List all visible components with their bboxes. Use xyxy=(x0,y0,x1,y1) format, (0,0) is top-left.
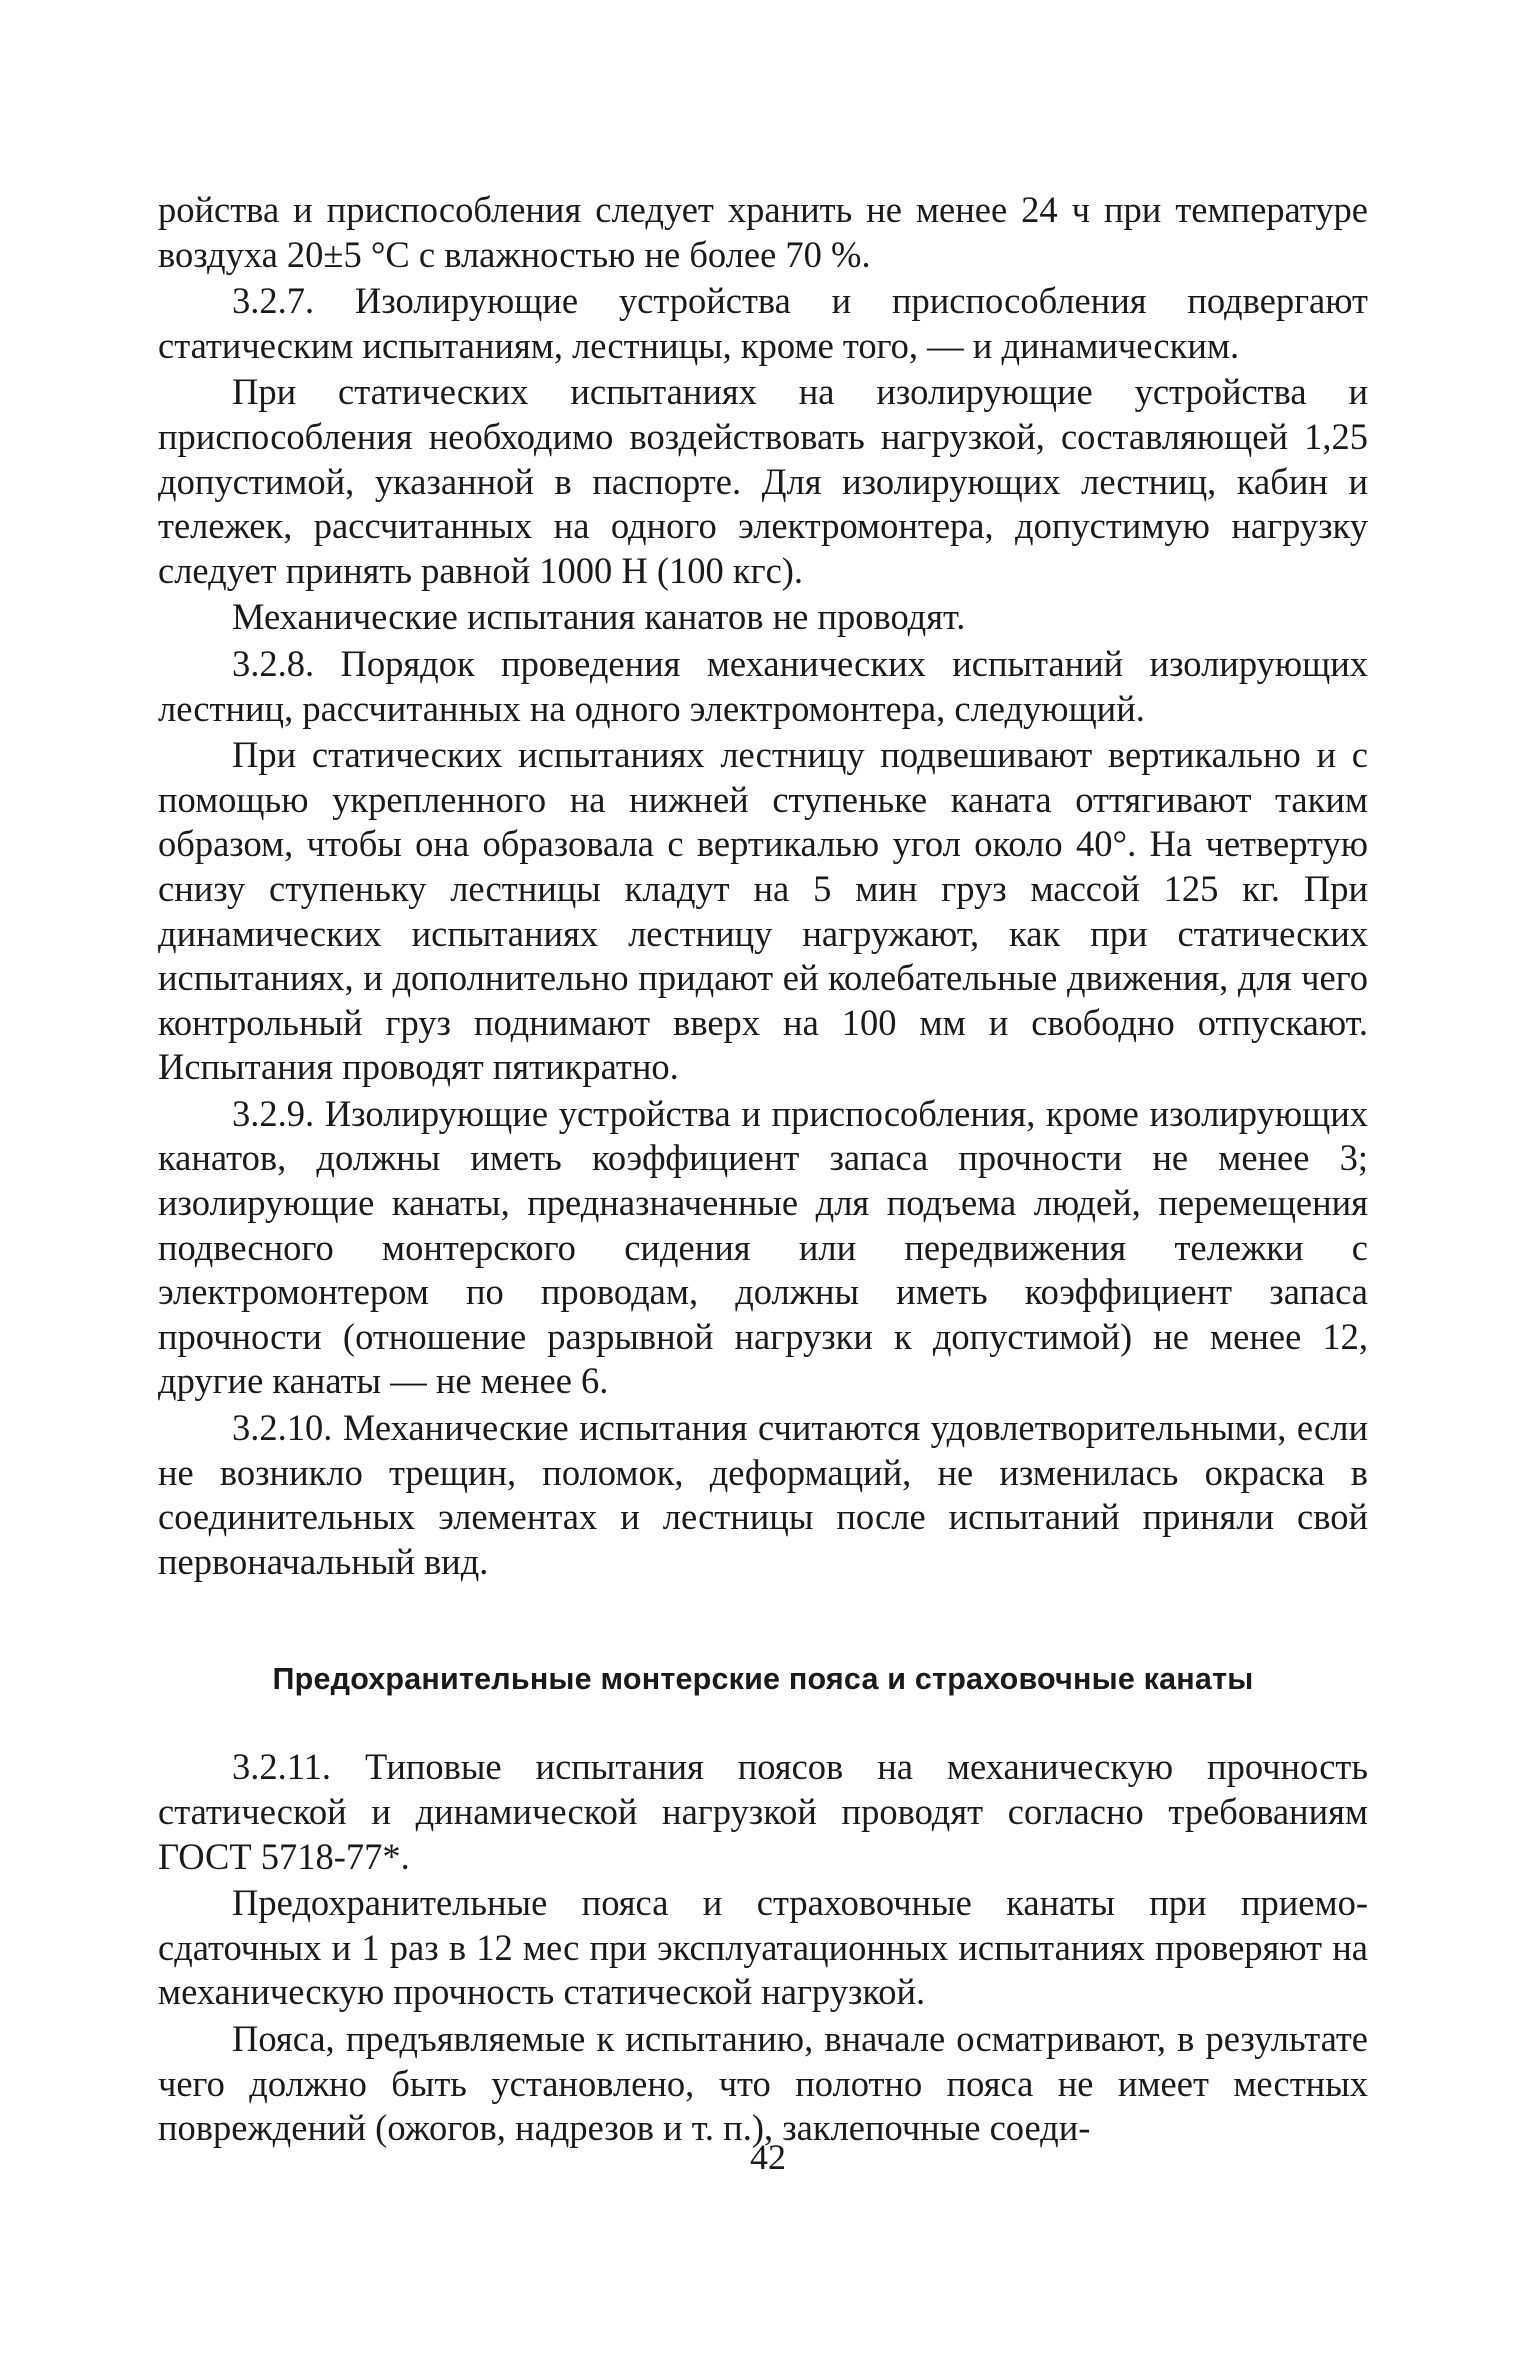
paragraph-ladder-test-procedure: При статических испытаниях лестницу подвешивают вертикально и с помощью укрепленного на нижней ступеньке каната оттягивают таким образом, чтобы она образовала с вертикалью угол около 40°. На четвертую снизу ступеньку лестницы кладут на 5 мин груз массой 125 кг. При динамических испытаниях лестницу нагружают, как при статических испытаниях, и дополнительно придают ей колебательные движения, для чего контрольный груз поднимают вверх на 100 мм и свободно отпускают. Испытания проводят пятикратно. xyxy=(158,734,1368,1088)
page-body xyxy=(158,188,1368,2151)
paragraph-belts-inspection: Пояса, предъявляемые к испытанию, вначале осматривают, в результате чего должно быть установлено, что полотно пояса не имеет местных повреждений (ожогов, надрезов и т. п.), заклепочные соеди- xyxy=(158,2017,1368,2149)
paragraph-static-tests: При статических испытаниях на изолирующие устройства и приспособления необходимо воздействовать нагрузкой, составляющей 1,25 допустимой, указанной в паспорте. Для изолирующих лестниц, кабин и тележек, рассчитанных на одного электромонтера, допустимую нагрузку следует принять равной 1000 Н (100 кгс). xyxy=(158,371,1368,591)
paragraph-belts-testing: Предохранительные пояса и страховочные канаты при приемо-сдаточных и 1 раз в 12 мес при эксплуатационных испытаниях проверяют на механическую прочность статической нагрузкой. xyxy=(158,1882,1368,2013)
paragraph-continuation: ройства и приспособления следует хранить не менее 24 ч при температуре воздуха 20±5 °С с влажностью не более 70 %. xyxy=(158,189,1368,275)
paragraph-3-2-7: 3.2.7. Изолирующие устройства и приспособления подвергают статическим испытаниям, лестницы, кроме того, — и динамическим. xyxy=(158,280,1368,366)
paragraph-ropes-note: Механические испытания канатов не проводят. xyxy=(232,596,966,638)
page-number: 42 xyxy=(750,2137,786,2177)
paragraph-3-2-10: 3.2.10. Механические испытания считаются удовлетворительными, если не возникло трещин, поломок, деформаций, не изменилась окраска в соединительных элементах и лестницы после испытаний приняли свой первоначальный вид. xyxy=(158,1407,1368,1582)
paragraph-3-2-11: 3.2.11. Типовые испытания поясов на механическую прочность статической и динамической нагрузкой проводят согласно требованиям ГОСТ 5718-77*. xyxy=(158,1746,1368,1877)
section-heading: Предохранительные монтерские пояса и страховочные канаты xyxy=(272,1662,1254,1697)
paragraph-3-2-8: 3.2.8. Порядок проведения механических испытаний изолирующих лестниц, рассчитанных на одного электромонтера, следующий. xyxy=(158,642,1368,729)
paragraph-3-2-9: 3.2.9. Изолирующие устройства и приспособления, кроме изолирующих канатов, должны иметь коэффициент запаса прочности не менее 3; изолирующие канаты, предназначенные для подъема людей, перемещения подвесного монтерского сидения или передвижения тележки с электромонтером по проводам, должны иметь коэффициент запаса прочности (отношение разрывной нагрузки к допустимой) не менее 12, другие канаты — не менее 6. xyxy=(158,1092,1368,1402)
